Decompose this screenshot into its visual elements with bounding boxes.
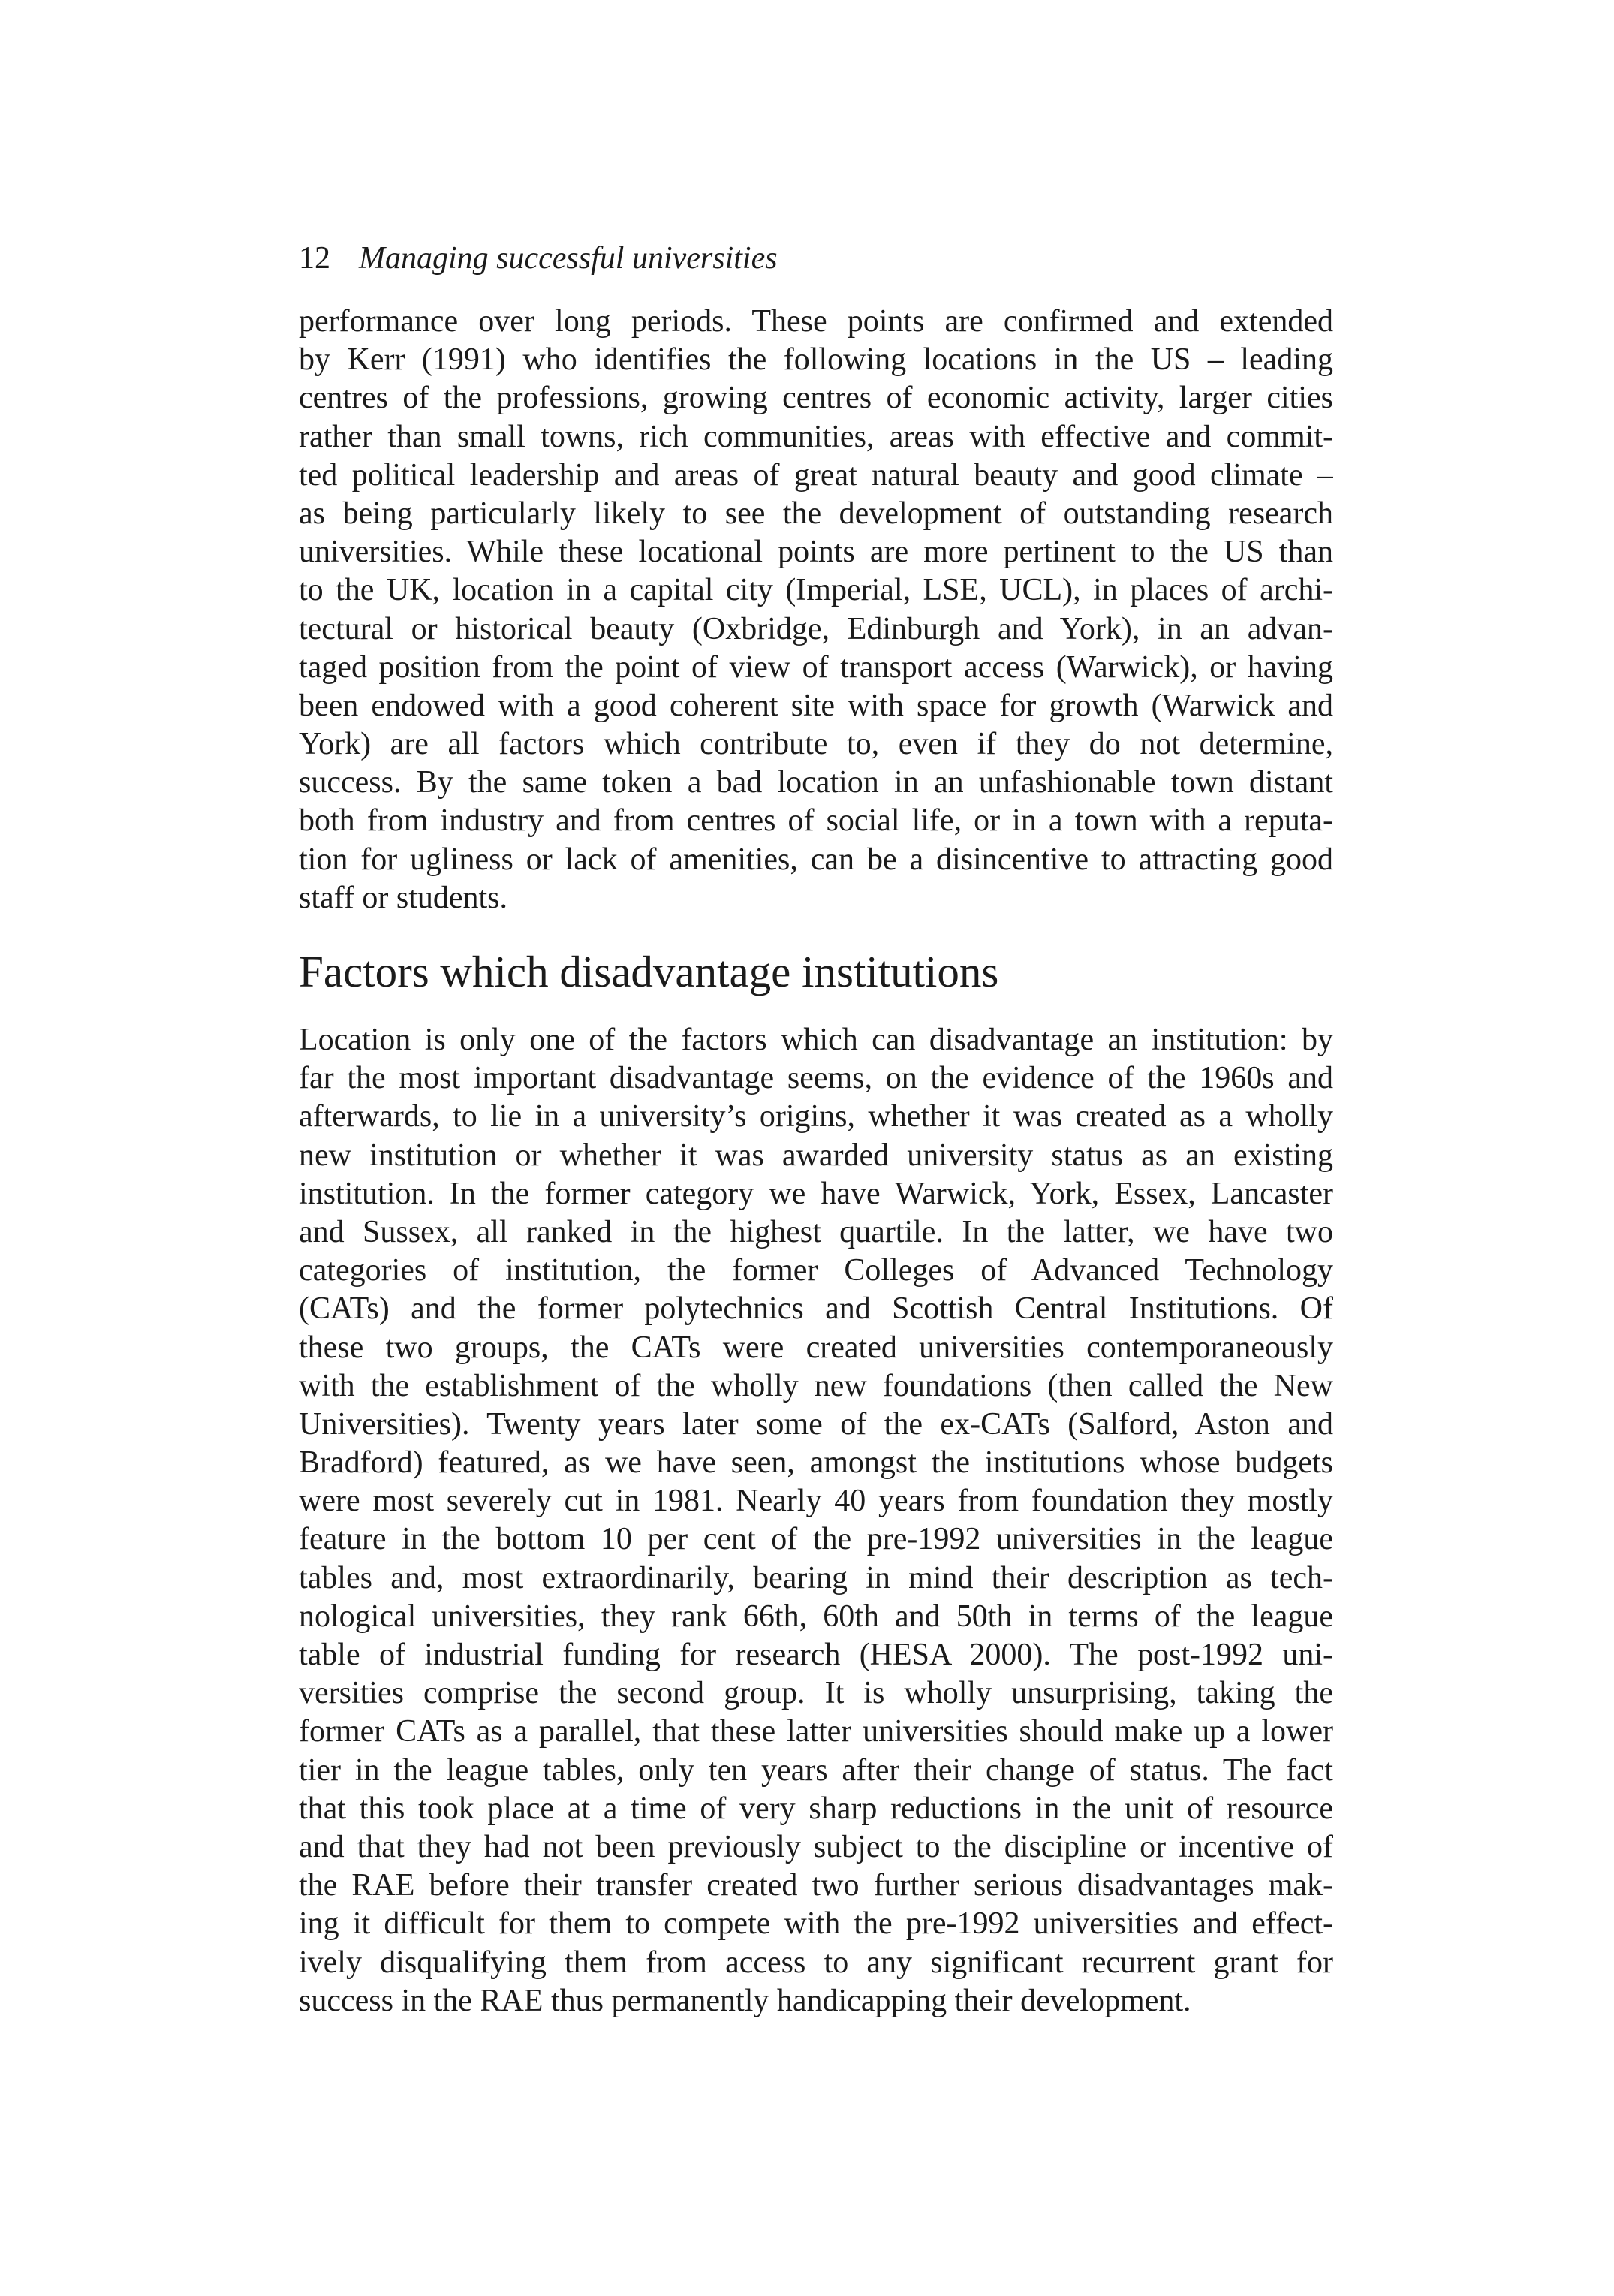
text-line: York) are all factors which contribute to, even if they do not determine, xyxy=(299,727,1333,762)
text-line: institution. In the former category we have Warwick, York, Essex, Lancaster xyxy=(299,1176,1333,1211)
text-line: tion for ugliness or lack of amenities, can be a disincentive to attracting good xyxy=(299,842,1333,877)
text-line: table of industrial funding for research (HESA 2000). The post-1992 uni- xyxy=(299,1638,1333,1672)
text-line: Bradford) featured, as we have seen, amongst the institutions whose budgets xyxy=(299,1445,1333,1481)
text-line: and Sussex, all ranked in the highest quartile. In the latter, we have two xyxy=(299,1214,1333,1249)
text-line: tier in the league tables, only ten years after their change of status. The fact xyxy=(299,1752,1333,1788)
text-line: tectural or historical beauty (Oxbridge, Edinburgh and York), in an advan- xyxy=(299,611,1333,646)
text-line: ively disqualifying them from access to any significant recurrent grant for xyxy=(299,1945,1333,1980)
text-line: centres of the professions, growing centres of economic activity, larger cities xyxy=(299,381,1333,416)
text-line: the RAE before their transfer created two further serious disadvantages mak- xyxy=(299,1868,1333,1903)
text-line: far the most important disadvantage seems, on the evidence of the 1960s and xyxy=(299,1061,1333,1096)
text-line: these two groups, the CATs were created universities contemporaneously xyxy=(299,1330,1333,1365)
text-line: afterwards, to lie in a university’s origins, whether it was created as a wholly xyxy=(299,1099,1333,1134)
text-line: (CATs) and the former polytechnics and Scottish Central Institutions. Of xyxy=(299,1291,1333,1327)
paragraph-disadvantage xyxy=(299,1021,1333,2020)
text-line: categories of institution, the former Colleges of Advanced Technology xyxy=(299,1253,1333,1288)
running-head xyxy=(299,239,778,278)
text-line: performance over long periods. These points are confirmed and extended xyxy=(299,304,1333,339)
text-line: staff or students. xyxy=(299,880,508,915)
text-line: taged position from the point of view of transport access (Warwick), or having xyxy=(299,649,1333,685)
text-line: former CATs as a parallel, that these latter universities should make up a lower xyxy=(299,1714,1333,1749)
text-line: Universities). Twenty years later some of the ex-CATs (Salford, Aston and xyxy=(299,1406,1333,1442)
text-line: universities. While these locational points are more pertinent to the US than xyxy=(299,535,1333,570)
text-line: with the establishment of the wholly new foundations (then called the New xyxy=(299,1368,1333,1403)
text-line: to the UK, location in a capital city (Imperial, LSE, UCL), in places of archi- xyxy=(299,573,1333,608)
text-line: ted political leadership and areas of great natural beauty and good climate – xyxy=(299,457,1333,493)
text-line: ing it difficult for them to compete with the pre-1992 universities and effect- xyxy=(299,1906,1333,1942)
text-line: success in the RAE thus permanently handicapping their development. xyxy=(299,1983,1191,2018)
text-line: been endowed with a good coherent site with space for growth (Warwick and xyxy=(299,688,1333,723)
text-line: feature in the bottom 10 per cent of the pre-1992 universities in the league xyxy=(299,1522,1333,1557)
text-line: new institution or whether it was awarded university status as an existing xyxy=(299,1137,1333,1173)
paragraph-location xyxy=(299,303,1333,917)
text-line: and that they had not been previously subject to the discipline or incentive of xyxy=(299,1829,1333,1864)
text-line: nological universities, they rank 66th, 60th and 50th in terms of the league xyxy=(299,1598,1333,1634)
text-line: versities comprise the second group. It is wholly unsurprising, taking the xyxy=(299,1676,1333,1711)
text-line: were most severely cut in 1981. Nearly 40 years from foundation they mostly xyxy=(299,1484,1333,1519)
text-line: rather than small towns, rich communities, areas with effective and commit- xyxy=(299,419,1333,454)
book-title: Managing successful universities xyxy=(359,241,778,276)
text-line: by Kerr (1991) who identifies the following locations in the US – leading xyxy=(299,342,1333,378)
section-heading: Factors which disadvantage institutions xyxy=(299,947,999,996)
text-line: Location is only one of the factors which can disadvantage an institution: by xyxy=(299,1023,1333,1057)
text-line: success. By the same token a bad location in an unfashionable town distant xyxy=(299,765,1333,800)
text-line: that this took place at a time of very sharp reductions in the unit of resource xyxy=(299,1791,1333,1826)
text-line: as being particularly likely to see the development of outstanding research xyxy=(299,496,1333,531)
text-line: tables and, most extraordinarily, bearing in mind their description as tech- xyxy=(299,1560,1333,1595)
page-number: 12 xyxy=(299,241,330,276)
text-line: both from industry and from centres of social life, or in a town with a reputa- xyxy=(299,803,1333,839)
